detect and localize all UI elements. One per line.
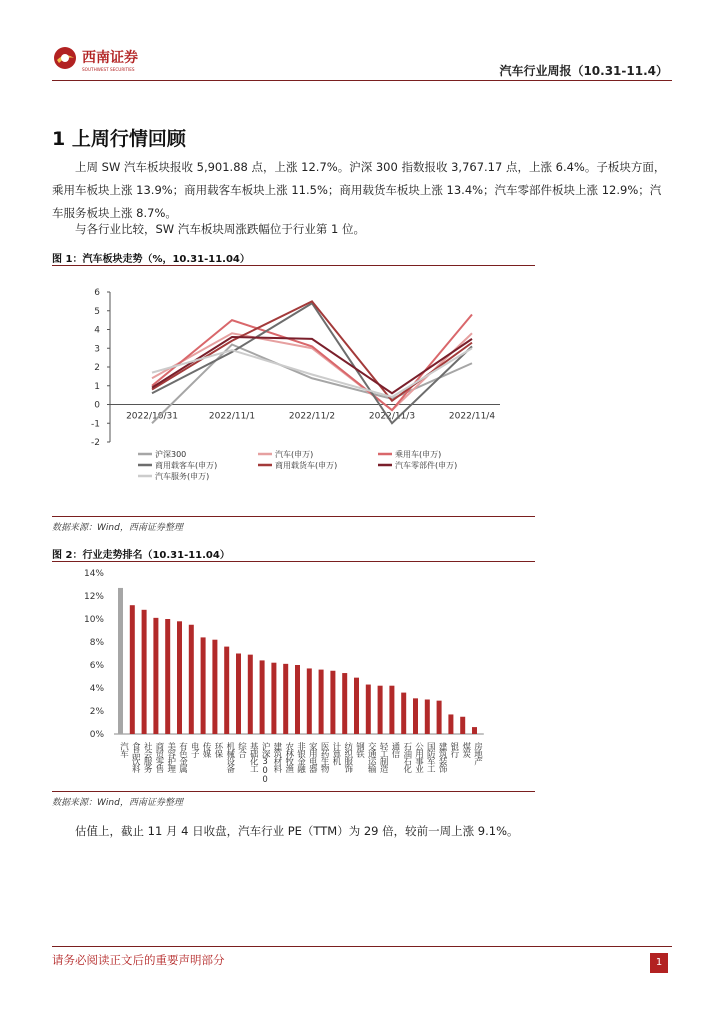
bar: [460, 717, 465, 734]
bar: [130, 605, 135, 734]
y-tick-label: 0%: [89, 730, 104, 740]
bar-chart-svg: [52, 564, 535, 790]
y-tick-label: 6: [94, 288, 100, 298]
bar: [319, 670, 324, 734]
legend-label: 沪深300: [155, 450, 187, 459]
bar: [177, 621, 182, 734]
y-tick-label: 2%: [89, 707, 104, 717]
category-label: 钢铁: [354, 742, 365, 757]
category-label: 综合: [236, 742, 247, 757]
x-tick-label: 2022/10/31: [126, 411, 178, 422]
category-label: 国防军工: [425, 742, 436, 772]
y-tick-label: 4: [94, 325, 100, 336]
report-title: 汽车行业周报（10.31-11.4）: [499, 64, 668, 78]
bar: [330, 671, 335, 734]
category-label: 建筑材料: [271, 742, 282, 772]
bar: [118, 588, 123, 734]
paragraph-market-review: 上周 SW 汽车板块报收 5,901.88 点，上涨 12.7%。沪深 300 指数报收 3,767.17 点，上涨 6.4%。子板块方面，乘用车板块上涨 13.9%；商用载客车板块上涨 11.5%；商用载货车板块上涨 13.4%；汽车零部件板块上涨 12.9%；汽车服务板块上涨 8.7%。: [52, 160, 666, 220]
legend-label: 商用载客车(申万): [155, 461, 218, 470]
page-number: 1: [650, 953, 668, 973]
category-label: 通信: [389, 742, 400, 757]
category-label: 汽车: [118, 742, 129, 757]
footer-divider: [52, 946, 672, 947]
bar: [366, 685, 371, 734]
y-tick-label: 0: [94, 400, 100, 411]
y-tick-label: -2: [91, 438, 100, 448]
category-label: 美容护理: [165, 742, 176, 772]
category-label: 房地产: [472, 742, 483, 765]
figure2-bottom-rule: [52, 791, 535, 792]
footer-disclaimer: 请务必阅读正文后的重要声明部分: [52, 953, 225, 967]
category-label: 沪深300: [260, 742, 271, 784]
category-label: 家用电器: [307, 742, 318, 772]
category-label: 基础化工: [248, 742, 259, 772]
legend-label: 汽车零部件(申万): [395, 461, 458, 470]
bar: [389, 686, 394, 734]
legend-label: 汽车(申万): [275, 450, 314, 459]
bar: [295, 665, 300, 734]
legend-label: 商用载货车(申万): [275, 461, 338, 470]
logo: [52, 44, 152, 74]
figure1-source: 数据来源：Wind，西南证券整理: [52, 523, 183, 533]
category-label: 煤炭: [460, 742, 471, 757]
legend-label: 汽车服务(申万): [155, 472, 210, 481]
bar: [142, 610, 147, 734]
y-tick-label: 3: [94, 344, 100, 355]
figure1-top-rule: [52, 265, 535, 266]
figure2-top-rule: [52, 561, 535, 562]
bar: [307, 668, 312, 734]
line-chart-auto-sector: [52, 268, 535, 516]
y-tick-label: 4%: [89, 684, 104, 694]
y-tick-label: 14%: [83, 569, 104, 579]
y-tick-label: 12%: [83, 592, 104, 602]
y-tick-label: 8%: [89, 638, 104, 648]
logo-text-cn: 西南证券: [82, 50, 138, 66]
category-label: 商贸零售: [153, 742, 164, 772]
category-label: 交通运输: [366, 742, 377, 772]
bar: [271, 663, 276, 734]
category-label: 环保: [212, 742, 223, 757]
bar: [248, 655, 253, 734]
bar: [413, 698, 418, 734]
bar: [401, 693, 406, 734]
bar: [224, 647, 229, 734]
category-label: 纺织服饰: [342, 742, 353, 772]
bar: [153, 618, 158, 734]
x-tick-label: 2022/11/3: [368, 411, 416, 422]
bar: [260, 660, 265, 734]
category-label: 公用事业: [413, 742, 424, 772]
bar: [354, 678, 359, 734]
paragraph-industry-rank: 与各行业比较，SW 汽车板块周涨跌幅位于行业第 1 位。: [75, 222, 365, 236]
legend-label: 乘用车(申万): [395, 450, 442, 459]
header-divider: [52, 80, 672, 81]
category-label: 医药生物: [319, 742, 330, 772]
y-tick-label: -1: [91, 419, 100, 430]
bar: [283, 664, 288, 734]
bar: [189, 625, 194, 734]
category-label: 机械设备: [224, 742, 235, 772]
category-label: 农林牧渔: [283, 742, 294, 772]
bar: [425, 700, 430, 735]
bar: [437, 701, 442, 734]
figure1-title: 图 1：汽车板块走势（%，10.31-11.04）: [52, 254, 250, 265]
bar: [342, 673, 347, 734]
figure2-source: 数据来源：Wind，西南证券整理: [52, 798, 183, 808]
section-title: 1 上周行情回顾: [52, 128, 186, 150]
category-label: 石油石化: [401, 742, 412, 772]
y-tick-label: 5: [94, 306, 100, 317]
category-label: 社会服务: [142, 742, 153, 772]
category-label: 有色金属: [177, 742, 188, 772]
figure1-bottom-rule: [52, 516, 535, 517]
bar: [201, 637, 206, 734]
x-tick-label: 2022/11/4: [448, 411, 496, 422]
category-label: 电子: [189, 742, 200, 757]
bar: [236, 654, 241, 735]
category-label: 非银金融: [295, 742, 306, 772]
y-tick-label: 6%: [89, 661, 104, 671]
x-tick-label: 2022/11/1: [208, 411, 256, 422]
category-label: 食品饮料: [130, 742, 141, 772]
figure2-title: 图 2：行业走势排名（10.31-11.04）: [52, 550, 230, 561]
bar: [165, 619, 170, 734]
line-chart-svg: [52, 268, 535, 516]
bar: [212, 640, 217, 734]
series-line: [152, 303, 472, 423]
bar: [378, 686, 383, 734]
y-tick-label: 1: [94, 381, 100, 392]
category-label: 传媒: [201, 742, 212, 757]
y-tick-label: 2: [94, 363, 100, 373]
paragraph-valuation: 估值上，截止 11 月 4 日收盘，汽车行业 PE（TTM）为 29 倍，较前一周上涨 9.1%。: [75, 824, 519, 838]
series-line: [152, 315, 472, 411]
bar: [448, 714, 453, 734]
category-label: 计算机: [330, 742, 341, 765]
category-label: 银行: [448, 742, 459, 757]
x-tick-label: 2022/11/2: [288, 411, 336, 422]
category-label: 轻工制造: [378, 742, 389, 772]
y-tick-label: 10%: [83, 615, 104, 625]
bar: [472, 727, 477, 734]
logo-text-en: SOUTHWEST SECURITIES: [82, 67, 135, 72]
bar-chart-industry-rank: [52, 564, 535, 790]
category-label: 建筑装饰: [437, 742, 448, 772]
